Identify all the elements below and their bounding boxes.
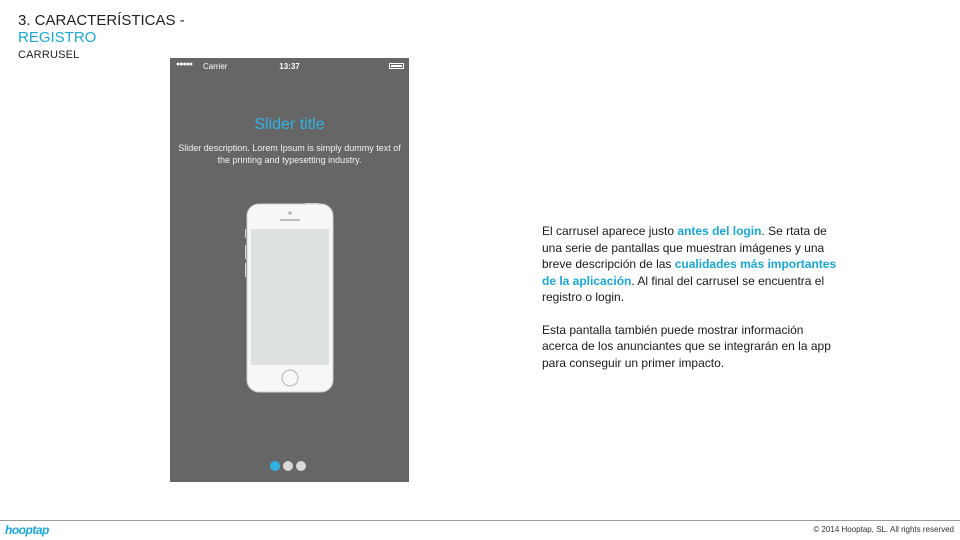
pager-dot[interactable] — [296, 461, 306, 471]
status-time: 13:37 — [279, 62, 300, 71]
battery-icon — [389, 63, 404, 69]
status-bar — [170, 58, 409, 74]
slider-title: Slider title — [254, 116, 325, 133]
page-title-highlight: REGISTRO — [18, 29, 97, 46]
text-run: . Al final del carrusel se encuentra el registro o login. — [542, 273, 825, 304]
page-header — [18, 12, 185, 64]
page-title: 3. CARACTERÍSTICAS - — [18, 12, 185, 29]
text-run: . Se rtata de una serie de pantallas que muestran imágenes y una breve descripción de las — [542, 224, 827, 271]
carrier-label: Carrier — [203, 62, 228, 71]
text-run: El carrusel aparece justo — [542, 224, 678, 238]
phone-screen-mockup — [170, 58, 409, 482]
highlight-before-login: antes del login — [677, 224, 762, 238]
description-paragraph-2: Esta pantalla también puede mostrar información acerca de los anunciantes que se integrarán en la app para conseguir un primer impacto. — [542, 322, 831, 370]
pager-dot[interactable] — [283, 461, 293, 471]
smartphone-illustration-icon — [245, 203, 335, 395]
page-subtitle: CARRUSEL — [18, 49, 80, 61]
slider-description: Slider description. Lorem Ipsum is simply dummy text of the printing and typesetting industry. — [178, 143, 401, 165]
highlight-key-qualities: cualidades más importantes de la aplicación — [542, 257, 837, 288]
pager-dot-active[interactable] — [270, 461, 280, 471]
hooptap-logo: hooptap — [5, 523, 49, 537]
carousel-pager[interactable] — [270, 458, 309, 476]
footer-divider — [0, 520, 960, 521]
copyright-text: © 2014 Hooptap, SL. All rights reserved — [813, 525, 954, 534]
signal-icon: ●●●●● — [176, 61, 193, 68]
description-paragraph-1 — [542, 223, 842, 306]
feature-description — [542, 223, 842, 371]
